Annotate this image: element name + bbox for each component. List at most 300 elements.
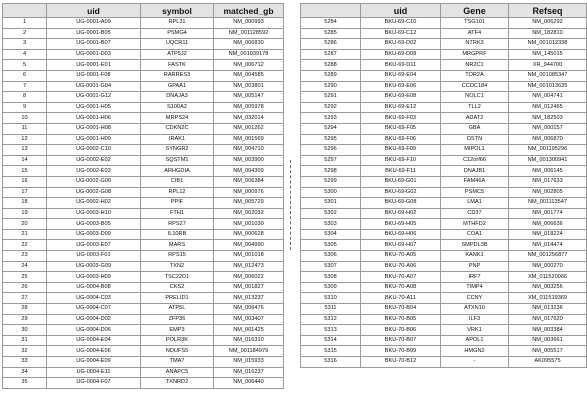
cell-accession: NM_005517 [509,346,587,357]
cell-index: 3 [3,39,47,50]
table-row [301,92,587,103]
cell-uid: BKU-69-D08 [361,49,441,60]
cell-uid: UG-0004-D06 [47,325,141,336]
cell-index: 14 [3,155,47,166]
header-row [3,4,284,18]
cell-accession: NM_013237 [214,293,284,304]
cell-index: 9 [3,102,47,113]
cell-uid: BKU-69-F06 [361,134,441,145]
table-row [3,60,284,71]
cell-uid: UG-0001-A09 [47,18,141,29]
cell-index: 8 [3,92,47,103]
cell-uid: UG-0001-H05 [47,102,141,113]
cell-gene: CD37 [441,208,509,219]
cell-accession: NM_001184979 [214,346,284,357]
cell-accession: NM_006022 [214,272,284,283]
cell-uid: BKU-69-C12 [361,28,441,39]
table-row [301,208,587,219]
cell-uid: UG-0001-H09 [47,134,141,145]
cell-gene: ATP5L [141,304,214,315]
cell-gene: MRGPRF [441,49,509,60]
table-row [301,134,587,145]
cell-gene: RPS27 [141,219,214,230]
cell-uid: UG-0004-E09 [47,357,141,368]
cell-index: 5316 [301,357,361,368]
cell-index: 5296 [301,145,361,156]
table-row [301,272,587,283]
cell-accession: NM_006636 [509,219,587,230]
header-refseq: Refseq [509,4,587,18]
cell-index: 27 [3,293,47,304]
cell-index: 5310 [301,293,361,304]
cell-uid: BKU-69-G01 [361,176,441,187]
cell-gene: SQSTM1 [141,155,214,166]
cell-gene: DSTN [441,134,509,145]
cell-gene: PSMC5 [441,187,509,198]
cell-index: 5284 [301,18,361,29]
table-row [3,155,284,166]
cell-gene: SYNGR2 [141,145,214,156]
cell-uid: UG-0001-D03 [47,49,141,60]
cell-index: 31 [3,335,47,346]
cell-uid: BKU-70-B04 [361,304,441,315]
cell-accession: NM_001300941 [509,155,587,166]
cell-accession: NM_001018 [214,251,284,262]
cell-gene: NR2C1 [441,60,509,71]
cell-index: 5315 [301,346,361,357]
table-row [301,18,587,29]
cell-index: 15 [3,166,47,177]
cell-accession: NM_000270 [509,261,587,272]
cell-index: 5298 [301,166,361,177]
cell-index: 17 [3,187,47,198]
table-row [301,39,587,50]
cell-index: 11 [3,123,47,134]
table-row [3,335,284,346]
cell-uid: BKU-70-B06 [361,325,441,336]
cell-uid: BKU-69-E08 [361,92,441,103]
table-row [301,314,587,325]
table-row [3,378,284,389]
cell-index: 18 [3,198,47,209]
cell-accession: NM_013236 [509,304,587,315]
cell-accession: NM_005978 [214,102,284,113]
table-body [3,18,284,389]
cell-accession: NM_005729 [214,198,284,209]
cell-uid: UG-0003-B05 [47,219,141,230]
cell-index: 32 [3,346,47,357]
cell-gene: DNAJB1 [441,166,509,177]
cell-gene: RPL12 [141,187,214,198]
cell-accession: NM_005147 [214,92,284,103]
header-row [301,4,587,18]
cell-accession: NM_003407 [214,314,284,325]
table-row [301,229,587,240]
cell-gene: EMP3 [141,325,214,336]
cell-index: 6 [3,70,47,81]
table-row [301,113,587,124]
table-row [3,187,284,198]
table-row [301,176,587,187]
cell-gene: ANAPC5 [141,367,214,378]
cell-accession: NM_003256 [509,282,587,293]
cell-index: 5313 [301,325,361,336]
table-row [301,145,587,156]
cell-uid: BKU-69-G02 [361,187,441,198]
cell-index: 5303 [301,219,361,230]
cell-accession: NM_001256877 [509,251,587,262]
header-index [3,4,47,18]
table-row [301,70,587,81]
table-body [301,18,587,368]
cell-accession: NM_002032 [214,208,284,219]
table-row [301,282,587,293]
cell-gene: ARHGDIA [141,166,214,177]
cell-uid: UG-0003-F01 [47,251,141,262]
table-row [301,219,587,230]
cell-uid: BKU-69-F03 [361,113,441,124]
cell-index: 21 [3,229,47,240]
table-row [3,123,284,134]
cell-accession: XM_011520066 [509,272,587,283]
table-row [301,123,587,134]
cell-index: 25 [3,272,47,283]
cell-uid: UG-0002-H02 [47,198,141,209]
cell-gene: MRPS24 [141,113,214,124]
cell-uid: BKU-69-F09 [361,145,441,156]
cell-uid: UG-0002-G08 [47,187,141,198]
cell-index: 20 [3,219,47,230]
cell-index: 5297 [301,155,361,166]
header-gene: Gene [441,4,509,18]
cell-accession: NM_182810 [509,28,587,39]
cell-index: 5311 [301,304,361,315]
cell-index: 5285 [301,28,361,39]
table-row [3,81,284,92]
table-row [3,49,284,60]
table-row [3,325,284,336]
cell-index: 5299 [301,176,361,187]
cell-gene: RPL31 [141,18,214,29]
table-row [301,28,587,39]
cell-gene: COA1 [441,229,509,240]
cell-uid: UG-0002-E03 [47,166,141,177]
cell-uid: UG-0003-H10 [47,208,141,219]
cell-uid: UG-0003-E07 [47,240,141,251]
cell-accession: NM_001113547 [509,198,587,209]
cell-accession: NM_000976 [214,187,284,198]
cell-accession: NM_182503 [509,113,587,124]
cell-accession: NM_001774 [509,208,587,219]
cell-uid: UG-0004-C07 [47,304,141,315]
table-row [301,155,587,166]
cell-gene: CKS2 [141,282,214,293]
cell-index: 30 [3,325,47,336]
cell-uid: BKU-70-B12 [361,357,441,368]
cell-index: 5302 [301,208,361,219]
table-row [301,357,587,368]
cell-index: 5291 [301,92,361,103]
cell-index: 5306 [301,251,361,262]
table-row [3,240,284,251]
cell-gene: MTHFD2 [441,219,509,230]
cell-accession: NM_003900 [214,155,284,166]
cell-gene: IRAK1 [141,134,214,145]
cell-uid: UG-0004-F07 [47,378,141,389]
cell-uid: BKU-69-F11 [361,166,441,177]
cell-uid: UG-0004-D02 [47,314,141,325]
cell-accession: NM_001425 [214,325,284,336]
cell-gene: TIMP4 [441,282,509,293]
cell-index: 1 [3,18,47,29]
cell-uid: BKU-69-E06 [361,81,441,92]
cell-index: 5304 [301,229,361,240]
cell-accession: NM_006870 [509,134,587,145]
table-row [3,134,284,145]
cell-uid: BKU-69-D11 [361,60,441,71]
cell-accession: NM_004710 [214,145,284,156]
cell-accession: NM_001262 [214,123,284,134]
cell-accession: NM_000157 [509,123,587,134]
cell-gene: UQCR11 [141,39,214,50]
cell-uid: BKU-69-E04 [361,70,441,81]
cell-uid: UG-0002-E02 [47,155,141,166]
cell-uid: UG-0001-B07 [47,39,141,50]
table-row [301,304,587,315]
cell-index: 23 [3,251,47,262]
cell-gene: APOL1 [441,335,509,346]
cell-uid: BKU-69-E12 [361,102,441,113]
table-row [301,240,587,251]
cell-uid: UG-0004-B08 [47,282,141,293]
cell-accession: XR_944700 [509,60,587,71]
cell-index: 7 [3,81,47,92]
cell-accession: NM_006292 [509,18,587,29]
table-row [3,261,284,272]
cell-accession: NM_004309 [214,166,284,177]
cell-gene: TMA7 [141,357,214,368]
cell-gene: FTH1 [141,208,214,219]
cell-index: 5286 [301,39,361,50]
cell-index: 5300 [301,187,361,198]
cell-accession: AK095575 [509,357,587,368]
cell-accession: NM_017633 [509,176,587,187]
cell-uid: UG-0001-G04 [47,81,141,92]
cell-accession: NM_002805 [509,187,587,198]
table-row [301,346,587,357]
table-row [301,293,587,304]
cell-gene: RARRES3 [141,70,214,81]
table-row [3,145,284,156]
cell-uid: UG-0003-G09 [47,261,141,272]
cell-accession: NM_145015 [509,49,587,60]
cell-gene: CDKN2C [141,123,214,134]
cell-gene: LMA1 [441,198,509,209]
cell-accession: NM_006712 [214,60,284,71]
cell-uid: BKU-70-B05 [361,314,441,325]
table-row [301,325,587,336]
cell-index: 5292 [301,102,361,113]
cell-accession: NM_001195296 [509,145,587,156]
cell-uid: UG-0003-D09 [47,229,141,240]
cell-gene: DNAJA3 [141,92,214,103]
header-symbol: symbol [141,4,214,18]
cell-index: 10 [3,113,47,124]
cell-index: 5309 [301,282,361,293]
cell-uid: UG-0003-H09 [47,272,141,283]
table-row [3,293,284,304]
cell-index: 5289 [301,70,361,81]
cell-uid: BKU-70-A07 [361,272,441,283]
cell-gene: FASTK [141,60,214,71]
cell-gene: NDUFS5 [141,346,214,357]
table-row [3,102,284,113]
cell-gene: RPS15 [141,251,214,262]
table-row [301,60,587,71]
cell-accession: NM_001039178 [214,49,284,60]
table-row [3,113,284,124]
cell-index: 22 [3,240,47,251]
cell-index: 5290 [301,81,361,92]
table-row [3,367,284,378]
cell-accession: NM_016310 [214,335,284,346]
cell-accession: NM_017620 [509,314,587,325]
cell-accession: NM_006440 [214,378,284,389]
cell-gene: S100A2 [141,102,214,113]
cell-uid: BKU-70-A08 [361,282,441,293]
table-row [3,251,284,262]
cell-gene: TXNRD2 [141,378,214,389]
cell-accession: NM_004741 [509,92,587,103]
cell-uid: UG-0004-E06 [47,346,141,357]
header-uid: uid [47,4,141,18]
cell-accession: NM_006476 [214,304,284,315]
cell-accession: NM_001013635 [509,81,587,92]
cell-accession: NM_001085347 [509,70,587,81]
cell-index: 28 [3,304,47,315]
cell-accession: NM_012473 [214,261,284,272]
cell-uid: UG-0001-G12 [47,92,141,103]
cell-index: 35 [3,378,47,389]
header-uid: uid [361,4,441,18]
table-row [3,176,284,187]
table-row [3,28,284,39]
cell-accession: NM_006830 [214,39,284,50]
cell-accession: NM_018224 [509,229,587,240]
cell-index: 5 [3,60,47,71]
table-row [3,357,284,368]
gene-table-left [2,3,284,389]
cell-gene: MARS [141,240,214,251]
cell-index: 2 [3,28,47,39]
cell-accession: NM_012465 [509,102,587,113]
cell-uid: UG-0002-C10 [47,145,141,156]
cell-uid: BKU-69-H02 [361,208,441,219]
cell-accession: NM_003661 [509,335,587,346]
cell-gene: ILF3 [441,314,509,325]
cell-gene: ATF4 [441,28,509,39]
cell-uid: BKU-70-A05 [361,251,441,262]
table-row [3,272,284,283]
cell-uid: BKU-69-H06 [361,229,441,240]
cell-index: 5287 [301,49,361,60]
cell-index: 12 [3,134,47,145]
cell-index: 5295 [301,134,361,145]
cell-gene: TOR2A [441,70,509,81]
cell-gene: PNP [441,261,509,272]
cell-accession: NM_001827 [214,282,284,293]
table-row [3,314,284,325]
table-row [3,18,284,29]
cell-accession: NM_006384 [214,176,284,187]
cell-accession: NM_000993 [214,18,284,29]
cell-gene: MIPOL1 [441,145,509,156]
table-row [301,261,587,272]
cell-accession: NM_000628 [214,229,284,240]
cell-gene: CIB1 [141,176,214,187]
cell-gene: POLR3K [141,335,214,346]
cell-gene: ATXN10 [441,304,509,315]
cell-uid: BKU-69-D02 [361,39,441,50]
cell-uid: UG-0002-G06 [47,176,141,187]
cell-uid: BKU-69-H07 [361,240,441,251]
cell-uid: BKU-69-G08 [361,198,441,209]
cell-uid: UG-0001-H08 [47,123,141,134]
cell-accession: NM_001569 [214,134,284,145]
cell-accession: NM_001030 [214,219,284,230]
cell-gene: PPIF [141,198,214,209]
cell-index: 33 [3,357,47,368]
cell-uid: UG-0004-E04 [47,335,141,346]
cell-index: 4 [3,49,47,60]
cell-uid: UG-0001-H06 [47,113,141,124]
table-row [3,70,284,81]
cell-index: 5294 [301,123,361,134]
cell-index: 5308 [301,272,361,283]
cell-uid: UG-0001-B05 [47,28,141,39]
cell-uid: BKU-69-C10 [361,18,441,29]
table-row [301,187,587,198]
cell-gene: NTRK3 [441,39,509,50]
cell-gene: PSMG4 [141,28,214,39]
cell-accession: NM_004585 [214,70,284,81]
cell-accession: XM_011519369 [509,293,587,304]
header-matched-gb: matched_gb [214,4,284,18]
table-header [3,4,284,18]
dashed-divider [290,160,291,250]
cell-accession: NM_006145 [509,166,587,177]
cell-accession: NM_001012338 [509,39,587,50]
table-row [3,282,284,293]
cell-gene: SMPDL3B [441,240,509,251]
cell-accession: NM_016237 [214,367,284,378]
cell-gene: GBA [441,123,509,134]
table-row [3,92,284,103]
cell-index: 29 [3,314,47,325]
cell-gene: KANK1 [441,251,509,262]
cell-accession: NM_001128592 [214,28,284,39]
cell-uid: UG-0001-F08 [47,70,141,81]
table-row [301,198,587,209]
cell-gene: TSC22D1 [141,272,214,283]
table-row [301,102,587,113]
cell-index: 19 [3,208,47,219]
cell-uid: UG-0001-E01 [47,60,141,71]
cell-uid: BKU-69-H05 [361,219,441,230]
cell-index: 34 [3,367,47,378]
cell-gene: ZFP36 [141,314,214,325]
table-row [3,198,284,209]
